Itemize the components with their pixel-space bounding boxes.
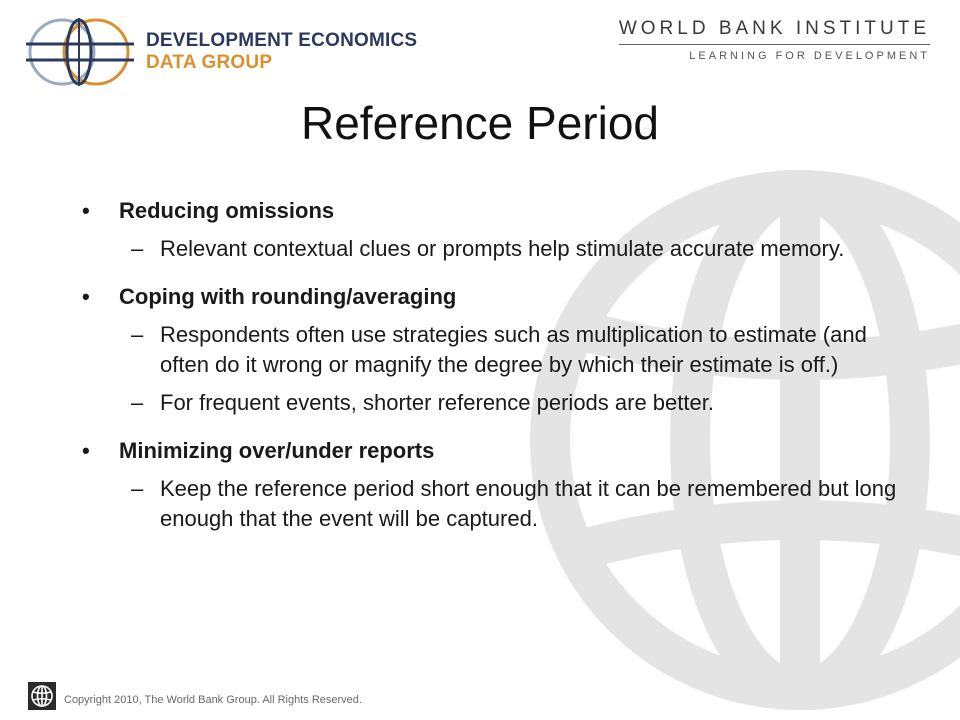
sub-bullet xyxy=(82,234,902,264)
bullet-glyph: • xyxy=(82,438,90,463)
bullet-coping-with-rounding xyxy=(82,282,902,312)
sub-glyph: – xyxy=(131,476,144,501)
bullet-glyph: • xyxy=(82,198,90,223)
dec-globe-icon xyxy=(22,14,142,90)
bullet-glyph: • xyxy=(82,284,90,309)
wbi-title: WORLD BANK INSTITUTE xyxy=(618,18,930,39)
sub-glyph: – xyxy=(131,236,144,261)
dec-line2: DATA GROUP xyxy=(146,52,273,73)
bullet-minimizing-reports xyxy=(82,436,902,466)
sub-glyph: – xyxy=(131,390,144,415)
bullet-text: Reducing omissions xyxy=(119,198,335,223)
sub-text: For frequent events, shorter reference periods are better. xyxy=(160,390,714,415)
bullet-text: Coping with rounding/averaging xyxy=(119,284,457,309)
world-bank-globe-icon xyxy=(28,682,56,710)
wbi-subtitle: LEARNING FOR DEVELOPMENT xyxy=(689,50,930,62)
development-economics-logo xyxy=(22,14,418,90)
sub-bullet xyxy=(82,320,902,380)
sub-bullet xyxy=(82,474,902,534)
bullet-text: Minimizing over/under reports xyxy=(119,438,435,463)
world-bank-institute-logo xyxy=(619,18,930,62)
copyright-notice: Copyright 2010, The World Bank Group. All Rights Reserved. xyxy=(64,694,362,706)
sub-text: Relevant contextual clues or prompts help stimulate accurate memory. xyxy=(160,236,845,261)
sub-bullet xyxy=(82,388,902,418)
dec-wordmark xyxy=(146,30,417,74)
sub-glyph: – xyxy=(131,322,144,347)
dec-line1: DEVELOPMENT ECONOMICS xyxy=(146,30,418,51)
slide-title: Reference Period xyxy=(301,97,659,149)
sub-text: Keep the reference period short enough that it can be remembered but long enough that the event will be captured. xyxy=(160,476,897,531)
sub-text: Respondents often use strategies such as multiplication to estimate (and often do it wrong or magnify the degree by which their estimate is off.) xyxy=(160,322,867,377)
wbi-divider xyxy=(619,44,930,45)
slide-body xyxy=(82,196,902,534)
bullet-reducing-omissions xyxy=(82,196,902,226)
